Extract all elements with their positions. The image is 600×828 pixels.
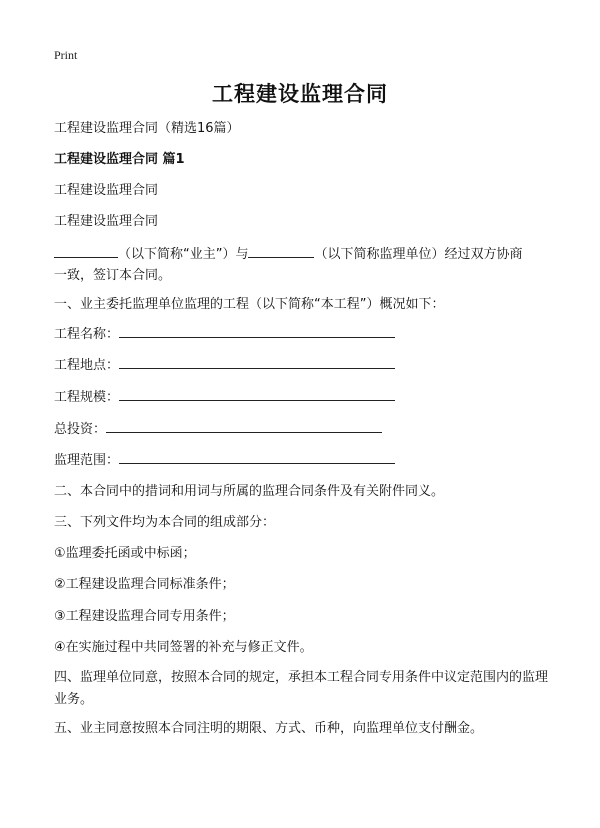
field-project-name	[54, 323, 395, 346]
supervision-scope-blank[interactable]	[119, 449, 395, 464]
parties-line	[54, 243, 523, 266]
clause-2: 二、本合同中的措词和用词与所属的监理合同条件及有关附件同义。	[54, 484, 445, 499]
list-item-4: ④在实施过程中共同签署的补充与修正文件。	[54, 640, 313, 655]
clause-1: 一、业主委托监理单位监理的工程（以下简称“本工程”）概况如下：	[54, 297, 445, 312]
project-name-blank[interactable]	[119, 323, 395, 338]
clause-5: 五、业主同意按照本合同注明的期限、方式、币种，向监理单位支付酬金。	[54, 721, 484, 736]
list-item-1: ①监理委托函或中标函；	[54, 546, 196, 561]
document-subtitle: 工程建设监理合同（精选16篇）	[54, 121, 240, 136]
total-investment-blank[interactable]	[106, 418, 382, 433]
field-label: 工程地点：	[54, 358, 120, 373]
supervisor-blank[interactable]	[248, 243, 314, 258]
project-scale-blank[interactable]	[119, 386, 395, 401]
document-title: 工程建设监理合同	[212, 82, 388, 106]
field-total-investment	[54, 418, 382, 441]
field-label: 总投资：	[54, 422, 107, 437]
parties-line-cont: 一致，签订本合同。	[54, 268, 172, 283]
field-label: 工程名称：	[54, 327, 120, 342]
parties-text-1: （以下简称“业主”）与	[118, 247, 249, 262]
field-project-scale	[54, 386, 395, 409]
parties-text-2: （以下简称监理单位）经过双方协商	[314, 247, 523, 262]
clause-3: 三、下列文件均为本合同的组成部分：	[54, 515, 276, 530]
list-item-2: ②工程建设监理合同标准条件；	[54, 577, 235, 592]
project-location-blank[interactable]	[119, 354, 395, 369]
field-label: 工程规模：	[54, 390, 120, 405]
section-heading: 工程建设监理合同 篇1	[54, 152, 185, 167]
list-item-3: ③工程建设监理合同专用条件；	[54, 609, 235, 624]
field-project-location	[54, 354, 395, 377]
print-link[interactable]: Print	[54, 48, 78, 62]
contract-title-line: 工程建设监理合同	[54, 183, 159, 198]
owner-blank[interactable]	[54, 243, 118, 258]
contract-title-line: 工程建设监理合同	[54, 214, 159, 229]
field-label: 监理范围：	[54, 453, 120, 468]
field-supervision-scope	[54, 449, 395, 472]
clause-4: 四、监理单位同意，按照本合同的规定，承担本工程合同专用条件中议定范围内的监理业务。	[54, 670, 549, 707]
